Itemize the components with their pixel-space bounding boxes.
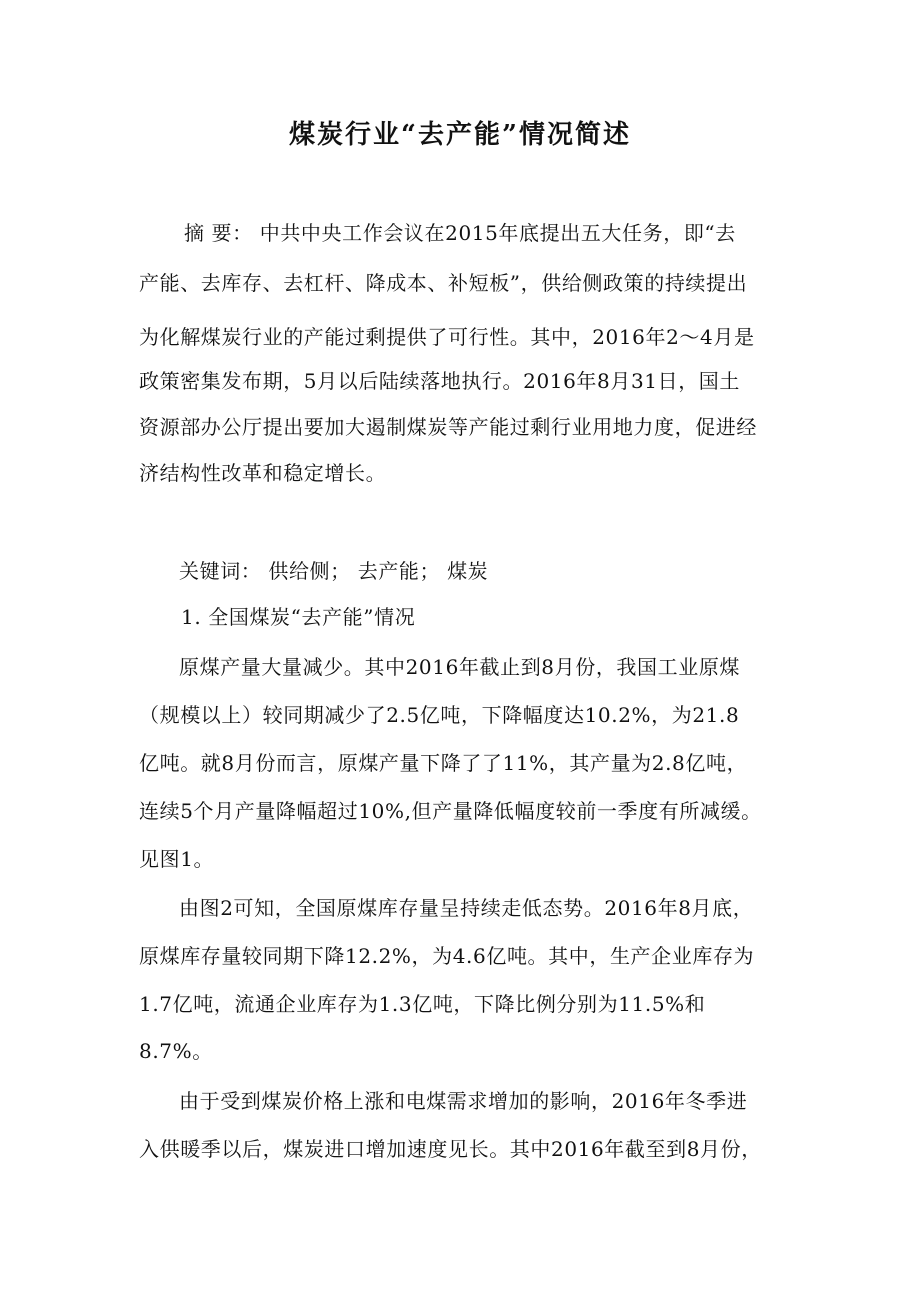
paragraph-line: 由图2可知，全国原煤库存量呈持续走低态势。2016年8月底，	[179, 896, 754, 920]
paragraph-line: 原煤产量大量减少。其中2016年截止到8月份，我国工业原煤	[179, 655, 741, 679]
paragraph-line: 8.7%。	[139, 1039, 213, 1063]
paragraph-line: 由于受到煤炭价格上涨和电煤需求增加的影响，2016年冬季进	[179, 1089, 748, 1113]
abstract-line: 济结构性改革和稳定增长。	[139, 461, 387, 485]
keywords: 关键词： 供给侧； 去产能； 煤炭	[179, 559, 489, 583]
abstract-line: 政策密集发布期，5月以后陆续落地执行。2016年8月31日，国土	[139, 369, 740, 393]
paragraph-line: 连续5个月产量降幅超过10%,但产量降低幅度较前一季度有所减缓。	[139, 799, 762, 823]
abstract-line: 产能、去库存、去杠杆、降成本、补短板”，供给侧政策的持续提出	[139, 271, 748, 295]
paragraph-line: 亿吨。就8月份而言，原煤产量下降了了11%，其产量为2.8亿吨，	[139, 751, 748, 775]
paragraph-line: 见图1。	[139, 847, 215, 871]
section-heading: 1. 全国煤炭“去产能”情况	[181, 605, 416, 629]
document-title: 煤炭行业“去产能”情况简述	[289, 120, 631, 150]
paragraph-line: 入供暖季以后，煤炭进口增加速度见长。其中2016年截至到8月份，	[139, 1137, 762, 1161]
paragraph-line: 原煤库存量较同期下降12.2%，为4.6亿吨。其中，生产企业库存为	[139, 944, 755, 968]
paragraph-line: （规模以上）较同期减少了2.5亿吨，下降幅度达10.2%，为21.8	[139, 703, 740, 727]
paragraph-line: 1.7亿吨，流通企业库存为1.3亿吨，下降比例分别为11.5%和	[139, 992, 706, 1016]
abstract-line: 为化解煤炭行业的产能过剩提供了可行性。其中，2016年2～4月是	[139, 325, 755, 349]
abstract-line: 摘 要： 中共中央工作会议在2015年底提出五大任务，即“去	[184, 221, 736, 245]
abstract-line: 资源部办公厅提出要加大遏制煤炭等产能过剩行业用地力度，促进经	[139, 415, 757, 439]
